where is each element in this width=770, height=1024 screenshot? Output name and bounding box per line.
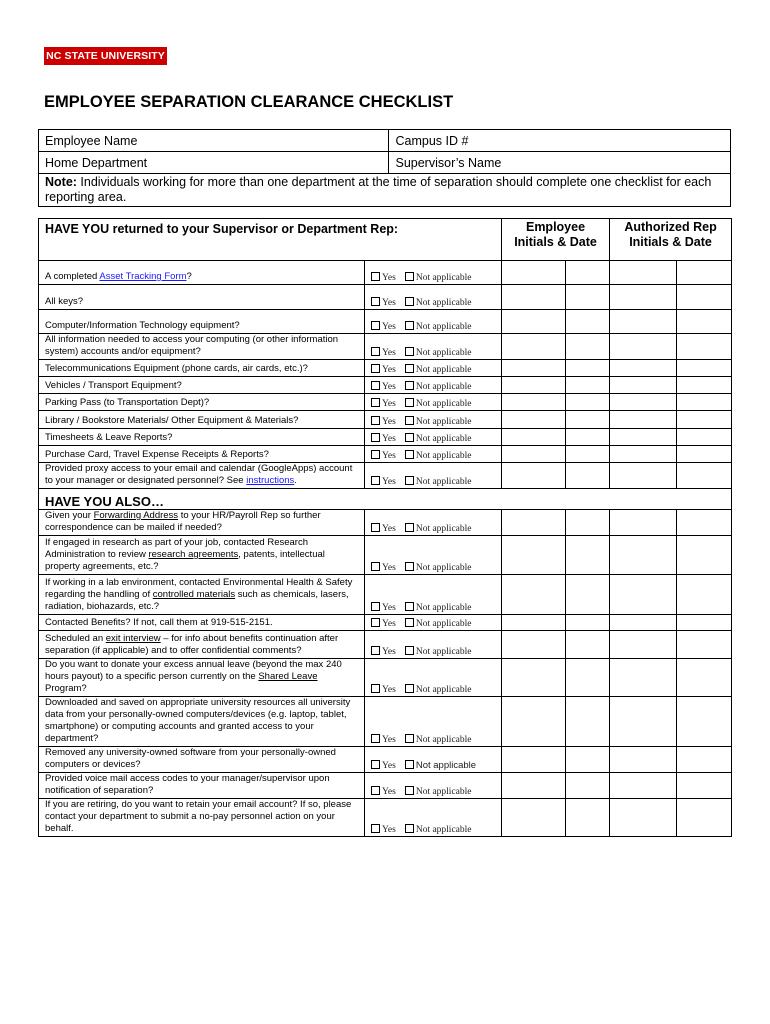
yes-na-options — [365, 659, 502, 697]
yes-label: Yes — [382, 382, 396, 392]
question-parking-pass: Parking Pass (to Transportation Dept)? — [39, 394, 365, 411]
yes-checkbox[interactable] — [371, 272, 380, 281]
question-research-agreements — [39, 536, 365, 575]
employee-initials-cell[interactable] — [502, 285, 566, 310]
yes-na-options — [365, 510, 502, 536]
question-forwarding-address — [39, 510, 365, 536]
not-applicable-label: Not applicable — [415, 787, 472, 797]
authorized-date-cell[interactable] — [677, 446, 732, 463]
employee-date-cell[interactable] — [566, 575, 610, 615]
question-remove-software: Removed any university-owned software from your personally-owned computers or devices? — [39, 747, 365, 773]
not-applicable-label: Not applicable — [415, 647, 472, 657]
employee-initials-cell[interactable] — [502, 575, 566, 615]
employee-initials-cell[interactable] — [502, 334, 566, 360]
not-applicable-label: Not applicable — [415, 619, 472, 629]
employee-header-line1: Employee — [525, 220, 586, 234]
authorized-date-cell[interactable] — [677, 631, 732, 659]
employee-initials-cell[interactable] — [502, 615, 566, 631]
authorized-initials-cell[interactable] — [610, 310, 677, 334]
not-applicable-checkbox[interactable] — [405, 364, 414, 373]
not-applicable-checkbox[interactable] — [405, 618, 414, 627]
authorized-date-cell[interactable] — [677, 310, 732, 334]
authorized-date-cell[interactable] — [677, 377, 732, 394]
yes-na-options — [365, 615, 502, 631]
yes-na-options — [365, 360, 502, 377]
campus-id-field[interactable] — [389, 130, 731, 152]
employee-date-cell[interactable] — [566, 394, 610, 411]
yes-na-options — [365, 799, 502, 837]
not-applicable-checkbox[interactable] — [405, 684, 414, 693]
employee-initials-cell[interactable] — [502, 631, 566, 659]
employee-name-label: Employee Name — [45, 133, 138, 148]
authorized-date-cell[interactable] — [677, 799, 732, 837]
not-applicable-label: Not applicable — [415, 348, 472, 358]
employee-date-cell[interactable] — [566, 747, 610, 773]
a2-text: If engaged in research as part of your job, contacted Research Administration to review — [45, 537, 308, 560]
a3-tail: such as chemicals, lasers, radiation, biohazards, etc.? — [45, 589, 349, 612]
question-retain-email: If you are retiring, do you want to retain your email account? If so, please contact your department to submit a no-pay personnel action on your behalf. — [39, 799, 365, 837]
yes-na-options — [365, 536, 502, 575]
note-text: Individuals working for more than one department at the time of separation should complete one checklist for each reporting area. — [45, 174, 712, 204]
yes-checkbox[interactable] — [371, 602, 380, 611]
yes-label: Yes — [382, 365, 396, 375]
not-applicable-checkbox[interactable] — [405, 476, 414, 485]
yes-label: Yes — [382, 298, 396, 308]
employee-date-cell[interactable] — [566, 615, 610, 631]
not-applicable-label: Not applicable — [415, 298, 472, 308]
employee-initials-cell[interactable] — [502, 429, 566, 446]
yes-checkbox[interactable] — [371, 646, 380, 655]
q1-tail: ? — [186, 271, 192, 282]
yes-checkbox[interactable] — [371, 433, 380, 442]
yes-na-options — [365, 631, 502, 659]
yes-label: Yes — [382, 399, 396, 409]
authorized-date-cell[interactable] — [677, 615, 732, 631]
yes-na-options — [365, 261, 502, 285]
supervisor-name-label: Supervisor’s Name — [395, 155, 502, 170]
forwarding-address-link[interactable]: Forwarding Address — [93, 510, 179, 521]
employee-date-cell[interactable] — [566, 536, 610, 575]
yes-na-options — [365, 747, 502, 773]
authorized-date-cell[interactable] — [677, 697, 732, 747]
yes-na-options — [365, 773, 502, 799]
authorized-initials-cell[interactable] — [610, 463, 677, 489]
employee-date-cell[interactable] — [566, 463, 610, 489]
employee-date-cell[interactable] — [566, 334, 610, 360]
yes-label: Yes — [382, 563, 396, 573]
yes-label: Yes — [382, 273, 396, 283]
employee-initials-cell[interactable] — [502, 377, 566, 394]
university-logo: NC STATE UNIVERSITY — [44, 47, 167, 65]
employee-date-cell[interactable] — [566, 310, 610, 334]
not-applicable-checkbox[interactable] — [405, 321, 414, 330]
yes-na-options — [365, 285, 502, 310]
yes-checkbox[interactable] — [371, 562, 380, 571]
not-applicable-checkbox[interactable] — [405, 734, 414, 743]
authorized-initials-cell[interactable] — [610, 446, 677, 463]
authorized-initials-cell[interactable] — [610, 631, 677, 659]
yes-checkbox[interactable] — [371, 297, 380, 306]
question-computing-access: All information needed to access your computing (or other information system) accounts and/or equipment? — [39, 334, 365, 360]
authorized-date-cell[interactable] — [677, 510, 732, 536]
employee-date-cell[interactable] — [566, 631, 610, 659]
authorized-initials-cell[interactable] — [610, 659, 677, 697]
not-applicable-label: Not applicable — [415, 273, 472, 283]
campus-id-label: Campus ID # — [395, 133, 469, 148]
employee-initials-cell[interactable] — [502, 536, 566, 575]
authorized-initials-cell[interactable] — [610, 773, 677, 799]
employee-initials-header — [502, 219, 610, 261]
authorized-initials-cell[interactable] — [610, 261, 677, 285]
authorized-date-cell[interactable] — [677, 334, 732, 360]
employee-date-cell[interactable] — [566, 285, 610, 310]
employee-initials-cell[interactable] — [502, 510, 566, 536]
authorized-date-cell[interactable] — [677, 659, 732, 697]
yes-checkbox[interactable] — [371, 684, 380, 693]
yes-label: Yes — [382, 434, 396, 444]
question-all-keys: All keys? — [39, 285, 365, 310]
yes-checkbox[interactable] — [371, 523, 380, 532]
authorized-initials-cell[interactable] — [610, 697, 677, 747]
yes-checkbox[interactable] — [371, 760, 380, 769]
authorized-date-cell[interactable] — [677, 394, 732, 411]
employee-date-cell[interactable] — [566, 446, 610, 463]
authorized-initials-cell[interactable] — [610, 411, 677, 429]
not-applicable-checkbox[interactable] — [405, 272, 414, 281]
section-header-also: HAVE YOU ALSO… — [39, 489, 732, 510]
yes-na-options — [365, 463, 502, 489]
question-donate-leave — [39, 659, 365, 697]
clearance-checklist-table — [38, 218, 732, 837]
employee-initials-cell[interactable] — [502, 697, 566, 747]
yes-na-options — [365, 394, 502, 411]
employee-date-cell[interactable] — [566, 411, 610, 429]
question-benefits: Contacted Benefits? If not, call them at 919-515-2151. — [39, 615, 365, 631]
yes-checkbox[interactable] — [371, 321, 380, 330]
question-voice-mail: Provided voice mail access codes to your manager/supervisor upon notification of separation? — [39, 773, 365, 799]
not-applicable-checkbox[interactable] — [405, 786, 414, 795]
authorized-header-line2: Initials & Date — [629, 235, 712, 249]
authorized-initials-cell[interactable] — [610, 377, 677, 394]
exit-interview-link[interactable]: exit interview — [105, 633, 161, 644]
not-applicable-checkbox[interactable] — [405, 381, 414, 390]
employee-date-cell[interactable] — [566, 799, 610, 837]
not-applicable-label: Not applicable — [415, 322, 472, 332]
a6-tail: Program? — [45, 683, 87, 694]
not-applicable-checkbox[interactable] — [405, 433, 414, 442]
yes-label: Yes — [382, 787, 396, 797]
yes-na-options — [365, 310, 502, 334]
authorized-date-cell[interactable] — [677, 773, 732, 799]
yes-checkbox[interactable] — [371, 381, 380, 390]
yes-label: Yes — [382, 647, 396, 657]
not-applicable-label: Not applicable — [415, 434, 472, 444]
yes-na-options — [365, 446, 502, 463]
yes-label: Yes — [382, 603, 396, 613]
authorized-initials-cell[interactable] — [610, 615, 677, 631]
authorized-date-cell[interactable] — [677, 429, 732, 446]
not-applicable-label: Not applicable — [415, 735, 472, 745]
authorized-initials-cell[interactable] — [610, 575, 677, 615]
not-applicable-label: Not applicable — [415, 382, 472, 392]
a1-text: Given your — [45, 510, 94, 521]
not-applicable-checkbox[interactable] — [405, 416, 414, 425]
yes-label: Yes — [382, 735, 396, 745]
not-applicable-label: Not applicable — [415, 825, 472, 835]
page-title: EMPLOYEE SEPARATION CLEARANCE CHECKLIST — [44, 93, 454, 111]
yes-checkbox[interactable] — [371, 416, 380, 425]
yes-label: Yes — [382, 685, 396, 695]
question-lab-materials — [39, 575, 365, 615]
yes-na-options — [365, 411, 502, 429]
question-purchase-card: Purchase Card, Travel Expense Receipts & Reports? — [39, 446, 365, 463]
authorized-initials-cell[interactable] — [610, 510, 677, 536]
employee-date-cell[interactable] — [566, 773, 610, 799]
yes-na-options — [365, 697, 502, 747]
a2-tail: , patents, intellectual property agreements, etc.? — [45, 549, 325, 572]
supervisor-name-field[interactable] — [389, 152, 731, 174]
instructions-link[interactable]: instructions — [246, 475, 295, 486]
yes-label: Yes — [382, 348, 396, 358]
yes-na-options — [365, 575, 502, 615]
employee-date-cell[interactable] — [566, 360, 610, 377]
q10-tail: . — [294, 475, 297, 486]
not-applicable-label: Not applicable — [415, 399, 472, 409]
employee-info-table — [38, 129, 731, 207]
not-applicable-checkbox[interactable] — [405, 347, 414, 356]
question-timesheets: Timesheets & Leave Reports? — [39, 429, 365, 446]
employee-header-line2: Initials & Date — [514, 235, 597, 249]
not-applicable-checkbox[interactable] — [405, 602, 414, 611]
note-label: Note: — [45, 174, 77, 189]
not-applicable-label: Not applicable — [415, 477, 472, 487]
employee-date-cell[interactable] — [566, 377, 610, 394]
employee-initials-cell[interactable] — [502, 463, 566, 489]
controlled-materials-link[interactable]: controlled materials — [152, 589, 236, 600]
section-header-returned: HAVE YOU returned to your Supervisor or Department Rep: — [39, 219, 502, 261]
question-asset-tracking — [39, 261, 365, 285]
yes-na-options — [365, 429, 502, 446]
not-applicable-checkbox[interactable] — [405, 646, 414, 655]
authorized-date-cell[interactable] — [677, 261, 732, 285]
authorized-initials-cell[interactable] — [610, 334, 677, 360]
employee-date-cell[interactable] — [566, 510, 610, 536]
employee-initials-cell[interactable] — [502, 446, 566, 463]
question-vehicles: Vehicles / Transport Equipment? — [39, 377, 365, 394]
not-applicable-checkbox[interactable] — [405, 523, 414, 532]
not-applicable-label: Not applicable — [415, 365, 472, 375]
yes-label: Yes — [382, 322, 396, 332]
not-applicable-checkbox[interactable] — [405, 297, 414, 306]
not-applicable-label: Not applicable — [415, 563, 472, 573]
employee-initials-cell[interactable] — [502, 773, 566, 799]
authorized-initials-cell[interactable] — [610, 747, 677, 773]
employee-date-cell[interactable] — [566, 697, 610, 747]
yes-checkbox[interactable] — [371, 398, 380, 407]
yes-checkbox[interactable] — [371, 618, 380, 627]
employee-initials-cell[interactable] — [502, 310, 566, 334]
authorized-date-cell[interactable] — [677, 411, 732, 429]
yes-checkbox[interactable] — [371, 786, 380, 795]
yes-checkbox[interactable] — [371, 734, 380, 743]
employee-initials-cell[interactable] — [502, 411, 566, 429]
question-telecom-equipment: Telecommunications Equipment (phone cards, air cards, etc.)? — [39, 360, 365, 377]
not-applicable-label: Not applicable — [415, 417, 472, 427]
employee-date-cell[interactable] — [566, 659, 610, 697]
not-applicable-label: Not applicable — [415, 603, 472, 613]
employee-date-cell[interactable] — [566, 429, 610, 446]
yes-label: Yes — [382, 825, 396, 835]
authorized-date-cell[interactable] — [677, 575, 732, 615]
not-applicable-checkbox[interactable] — [405, 450, 414, 459]
yes-label: Yes — [382, 524, 396, 534]
question-university-data: Downloaded and saved on appropriate university resources all university data from your personally-owned computers/devices (e.g. laptop, tablet, smartphone) or computing accounts and granted access to your department? — [39, 697, 365, 747]
authorized-initials-cell[interactable] — [610, 799, 677, 837]
a3-text: If working in a lab environment, contacted Environmental Health & Safety regarding the handling of — [45, 577, 353, 600]
home-department-field[interactable] — [39, 152, 389, 174]
research-agreements-link[interactable]: research agreements — [148, 549, 239, 560]
yes-checkbox[interactable] — [371, 347, 380, 356]
question-exit-interview — [39, 631, 365, 659]
yes-checkbox[interactable] — [371, 476, 380, 485]
authorized-date-cell[interactable] — [677, 536, 732, 575]
not-applicable-checkbox[interactable] — [405, 760, 414, 769]
yes-label: Yes — [382, 417, 396, 427]
not-applicable-checkbox[interactable] — [405, 824, 414, 833]
employee-name-field[interactable] — [39, 130, 389, 152]
authorized-initials-cell[interactable] — [610, 360, 677, 377]
employee-date-cell[interactable] — [566, 261, 610, 285]
shared-leave-link[interactable]: Shared Leave — [258, 671, 318, 682]
home-department-label: Home Department — [45, 155, 148, 170]
not-applicable-label: Not applicable — [415, 685, 472, 695]
question-library-materials: Library / Bookstore Materials/ Other Equipment & Materials? — [39, 411, 365, 429]
authorized-initials-cell[interactable] — [610, 536, 677, 575]
asset-tracking-form-link[interactable]: Asset Tracking Form — [99, 271, 187, 282]
not-applicable-label: Not applicable — [415, 451, 472, 461]
not-applicable-checkbox[interactable] — [405, 398, 414, 407]
not-applicable-label: Not applicable — [415, 760, 477, 771]
authorized-header-line1: Authorized Rep — [624, 220, 717, 234]
not-applicable-checkbox[interactable] — [405, 562, 414, 571]
yes-label: Yes — [382, 619, 396, 629]
yes-label: Yes — [382, 477, 396, 487]
authorized-date-cell[interactable] — [677, 360, 732, 377]
not-applicable-label: Not applicable — [415, 524, 472, 534]
employee-initials-cell[interactable] — [502, 659, 566, 697]
q10-text: Provided proxy access to your email and calendar (GoogleApps) account to your manager or designated personnel? See — [45, 463, 353, 486]
a5-text: Scheduled an — [45, 633, 106, 644]
authorized-initials-cell[interactable] — [610, 429, 677, 446]
q1-text: A completed — [45, 271, 100, 282]
authorized-date-cell[interactable] — [677, 285, 732, 310]
question-proxy-access — [39, 463, 365, 489]
authorized-date-cell[interactable] — [677, 463, 732, 489]
note — [39, 174, 731, 207]
authorized-initials-cell[interactable] — [610, 285, 677, 310]
yes-label: Yes — [382, 451, 396, 461]
authorized-date-cell[interactable] — [677, 747, 732, 773]
yes-na-options — [365, 334, 502, 360]
a5-tail: – for info about benefits continuation after separation (if applicable) and to offer confidential comments? — [45, 633, 339, 656]
authorized-initials-cell[interactable] — [610, 394, 677, 411]
yes-checkbox[interactable] — [371, 450, 380, 459]
employee-initials-cell[interactable] — [502, 360, 566, 377]
employee-initials-cell[interactable] — [502, 261, 566, 285]
authorized-initials-header — [610, 219, 732, 261]
yes-checkbox[interactable] — [371, 364, 380, 373]
a1-tail: to your HR/Payroll Rep so further correspondence can be mailed if needed? — [45, 510, 321, 533]
yes-na-options — [365, 377, 502, 394]
yes-checkbox[interactable] — [371, 824, 380, 833]
employee-initials-cell[interactable] — [502, 394, 566, 411]
employee-initials-cell[interactable] — [502, 747, 566, 773]
employee-initials-cell[interactable] — [502, 799, 566, 837]
question-computer-equipment: Computer/Information Technology equipment? — [39, 310, 365, 334]
a6-text: Do you want to donate your excess annual leave (beyond the max 240 hours payout) to a specific person currently on the — [45, 659, 342, 682]
yes-label: Yes — [382, 761, 396, 771]
